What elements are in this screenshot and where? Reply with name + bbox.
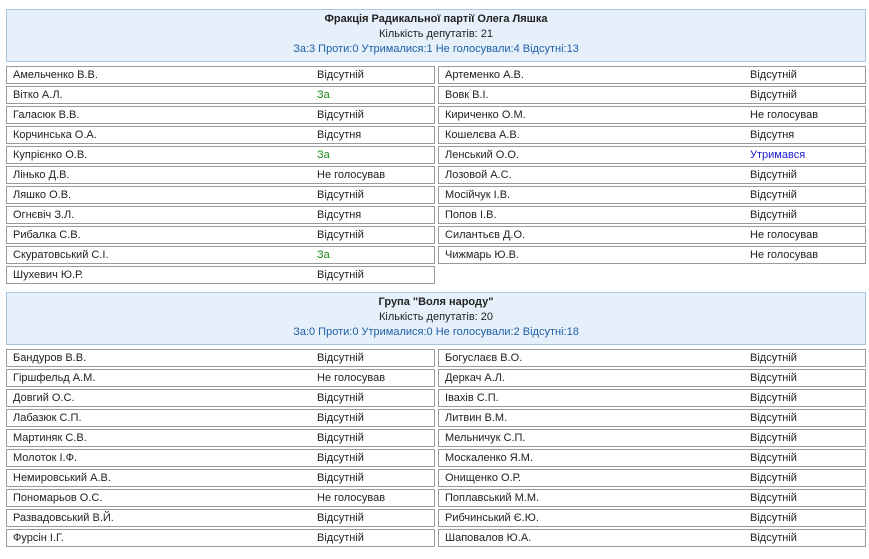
deputy-row: [438, 509, 866, 527]
faction-block: [6, 9, 866, 281]
deputy-name: Поплавський М.М.: [445, 492, 540, 504]
deputy-row: [438, 206, 866, 224]
vote-status: Відсутня: [750, 129, 795, 141]
deputy-row: [6, 166, 435, 184]
vote-status: За: [317, 249, 330, 261]
deputy-row: [438, 469, 866, 487]
vote-status: Відсутня: [317, 209, 362, 221]
vote-status: Не голосував: [317, 169, 386, 181]
vote-status: Відсутній: [317, 69, 364, 81]
deputy-name: Шаповалов Ю.А.: [445, 532, 532, 544]
deputy-name: Развадовський В.Й.: [13, 512, 114, 524]
deputy-name: Корчинська О.А.: [13, 129, 97, 141]
deputy-row: [438, 106, 866, 124]
vote-status: Відсутній: [750, 452, 797, 464]
deputy-row: [438, 349, 866, 367]
deputy-row: [438, 166, 866, 184]
vote-status: Не голосував: [750, 249, 819, 261]
deputy-name: Іваxів С.П.: [445, 392, 499, 404]
deputy-name: Довгий О.С.: [13, 392, 75, 404]
deputy-name: Гіршфельд А.М.: [13, 372, 96, 384]
deputy-name: Купрієнко О.В.: [13, 149, 88, 161]
vote-status: Відсутній: [317, 189, 364, 201]
vote-status: Відсутній: [317, 269, 364, 281]
deputy-name: Литвин В.М.: [445, 412, 508, 424]
deputy-name: Лозовой А.С.: [445, 169, 512, 181]
vote-status: Відсутня: [317, 129, 362, 141]
deputy-name: Богуслаєв В.О.: [445, 352, 523, 364]
vote-status: Відсутній: [750, 492, 797, 504]
deputy-name: Пономарьов О.С.: [13, 492, 103, 504]
deputy-name: Онищенко О.Р.: [445, 472, 521, 484]
vote-status: Відсутній: [750, 69, 797, 81]
deputy-row: [438, 449, 866, 467]
deputy-row: [438, 66, 866, 84]
vote-status: Відсутній: [750, 89, 797, 101]
vote-status: Відсутній: [317, 109, 364, 121]
deputy-name: Мосійчук І.В.: [445, 189, 511, 201]
vote-status: Відсутній: [317, 472, 364, 484]
deputy-row: [6, 489, 435, 507]
deputy-name: Ляшко О.В.: [13, 189, 72, 201]
deputy-count: Кількість депутатів: 20: [378, 311, 494, 323]
deputy-name: Амельченко В.В.: [13, 69, 98, 81]
deputy-row: [6, 469, 435, 487]
vote-status: Відсутній: [317, 352, 364, 364]
deputy-row: [438, 369, 866, 387]
faction-title: Фракція Радикальної партії Олега Ляшка: [324, 13, 548, 25]
vote-status: Відсутній: [750, 372, 797, 384]
deputy-name: Рибалка С.В.: [13, 229, 81, 241]
vote-status: Відсутній: [750, 392, 797, 404]
deputy-name: Немировський А.В.: [13, 472, 111, 484]
deputy-row: [6, 126, 435, 144]
deputy-row: [6, 246, 435, 264]
deputy-name: Кошелєва А.В.: [445, 129, 520, 141]
deputy-name: Кириченко О.М.: [445, 109, 526, 121]
deputy-row: [6, 206, 435, 224]
vote-status: Відсутній: [750, 532, 797, 544]
vote-status: Не голосував: [750, 109, 819, 121]
deputy-name: Москаленко Я.М.: [445, 452, 534, 464]
deputy-row: [6, 509, 435, 527]
vote-status: За: [317, 89, 330, 101]
deputy-name: Фурсін І.Г.: [13, 532, 64, 544]
deputy-name: Вовк В.І.: [445, 89, 489, 101]
deputy-name: Мельничук С.П.: [445, 432, 526, 444]
vote-summary: За:0 Проти:0 Утрималися:0 Не голосували:2 Відсутні:18: [293, 326, 579, 338]
deputy-row: [6, 86, 435, 104]
deputy-row: [438, 429, 866, 447]
vote-status: Відсутній: [317, 512, 364, 524]
deputy-row: [6, 106, 435, 124]
deputy-name: Чижмарь Ю.В.: [445, 249, 519, 261]
deputy-row: [438, 226, 866, 244]
vote-status: Відсутній: [750, 169, 797, 181]
deputy-count: Кількість депутатів: 21: [378, 28, 494, 40]
deputy-row: [6, 429, 435, 447]
vote-status: За: [317, 149, 330, 161]
vote-status: Відсутній: [317, 432, 364, 444]
vote-status: Відсутній: [750, 432, 797, 444]
deputy-name: Силантьєв Д.О.: [445, 229, 526, 241]
deputy-name: Молоток І.Ф.: [13, 452, 78, 464]
deputy-name: Скуратовський С.І.: [13, 249, 109, 261]
deputy-name: Лабазюк С.П.: [13, 412, 82, 424]
deputy-name: Шухевич Ю.Р.: [13, 269, 84, 281]
vote-status: Не голосував: [317, 492, 386, 504]
faction-title: Група "Воля народу": [378, 296, 494, 308]
vote-status: Відсутній: [750, 352, 797, 364]
faction-block: [6, 292, 866, 544]
deputy-row: [438, 529, 866, 547]
deputy-row: [438, 246, 866, 264]
deputy-name: Лінько Д.В.: [13, 169, 70, 181]
deputy-row: [6, 266, 435, 284]
deputy-row: [6, 369, 435, 387]
vote-status: Не голосував: [750, 229, 819, 241]
deputy-row: [438, 409, 866, 427]
vote-status: Відсутній: [317, 452, 364, 464]
deputy-name: Бандуров В.В.: [13, 352, 87, 364]
deputy-name: Деркач А.Л.: [445, 372, 506, 384]
vote-status: Відсутній: [317, 229, 364, 241]
deputy-name: Мартиняк С.В.: [13, 432, 87, 444]
deputy-row: [6, 186, 435, 204]
vote-status: Відсутній: [317, 392, 364, 404]
deputy-row: [6, 349, 435, 367]
deputy-row: [6, 449, 435, 467]
deputy-row: [6, 389, 435, 407]
deputy-row: [438, 489, 866, 507]
vote-status: Відсутній: [750, 209, 797, 221]
deputy-name: Рибчинський Є.Ю.: [445, 512, 539, 524]
vote-status: Відсутній: [750, 472, 797, 484]
deputy-name: Попов І.В.: [445, 209, 497, 221]
vote-status: Відсутній: [750, 189, 797, 201]
deputy-row: [438, 146, 866, 164]
deputy-row: [6, 146, 435, 164]
deputy-row: [438, 186, 866, 204]
faction-header: [6, 292, 866, 345]
vote-status: Утримався: [750, 149, 806, 161]
deputy-name: Вітко А.Л.: [13, 89, 63, 101]
deputy-row: [6, 409, 435, 427]
vote-status: Не голосував: [317, 372, 386, 384]
vote-summary: За:3 Проти:0 Утрималися:1 Не голосували:4 Відсутні:13: [293, 43, 579, 55]
deputy-name: Артеменко А.В.: [445, 69, 524, 81]
deputy-row: [6, 226, 435, 244]
deputy-row: [438, 126, 866, 144]
deputy-row: [6, 529, 435, 547]
deputy-name: Огнєвіч З.Л.: [13, 209, 75, 221]
deputy-row: [438, 389, 866, 407]
faction-header: [6, 9, 866, 62]
deputy-name: Ленський О.О.: [445, 149, 520, 161]
deputy-name: Галасюк В.В.: [13, 109, 80, 121]
vote-status: Відсутній: [750, 412, 797, 424]
vote-status: Відсутній: [317, 532, 364, 544]
deputy-row: [438, 86, 866, 104]
vote-status: Відсутній: [317, 412, 364, 424]
deputy-row: [6, 66, 435, 84]
vote-status: Відсутній: [750, 512, 797, 524]
